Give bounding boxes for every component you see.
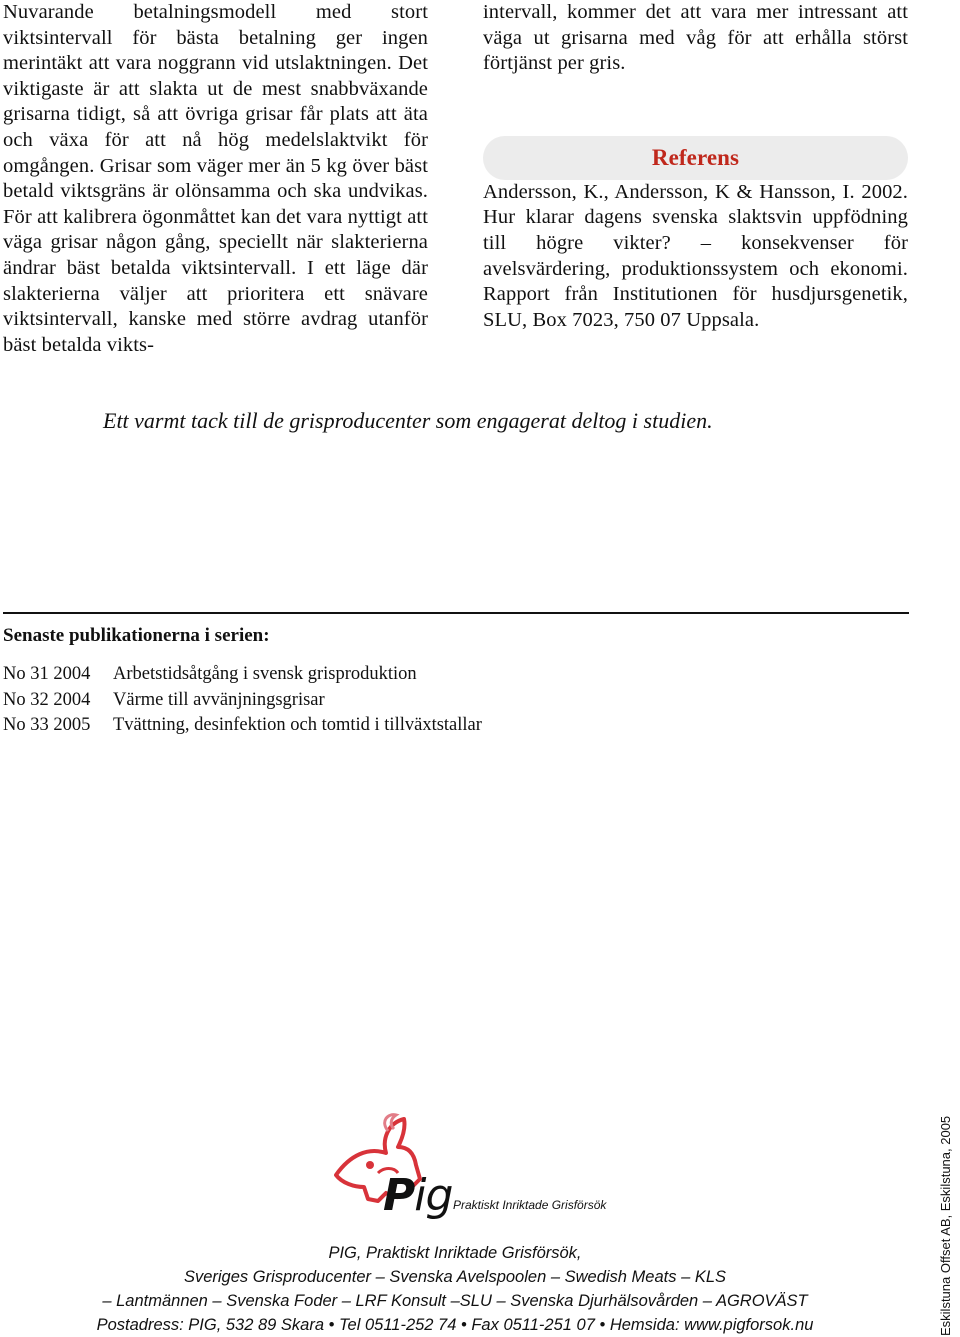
- logo-letters-ig: ig: [414, 1170, 453, 1221]
- list-item: [3, 662, 482, 688]
- publication-number: No 33 2005: [3, 715, 91, 735]
- footer-line-contact: Postadress: PIG, 532 89 Skara • Tel 0511-252 74 • Fax 0511-251 07 • Hemsida: www.pigforsok.nu: [96, 1316, 814, 1334]
- list-item: [3, 688, 482, 714]
- right-body-text: intervall, kommer det att vara mer intressant att väga ut grisarna med våg för att erhålla störst förtjänst per gris.: [483, 1, 908, 75]
- list-item: [3, 713, 482, 739]
- thanks-note: Ett varmt tack till de grisproducenter som engagerat deltog i studien.: [103, 408, 713, 433]
- publication-title: Arbetstidsåtgång i svensk grisproduktion: [113, 664, 417, 684]
- left-column: [3, 0, 428, 358]
- publication-number: No 31 2004: [3, 664, 91, 684]
- footer-line-partners-1: Sveriges Grisproducenter – Svenska Avelspoolen – Swedish Meats – KLS: [183, 1268, 727, 1286]
- right-column: [483, 0, 908, 333]
- publication-title: Värme till avvänjningsgrisar: [113, 689, 325, 710]
- reference-text: Andersson, K., Andersson, K & Hansson, I. 2002. Hur klarar dagens svenska slaktsvin uppfödning till högre vikter? – konsekvenser för avelsvärdering, produktionssystem och ekonomi. Rapport från Institutionen för husdjursgenetik, SLU, Box 7023, 750 07 Uppsala.: [483, 180, 908, 331]
- footer-line-organization: PIG, Praktiskt Inriktade Grisförsök,: [328, 1244, 582, 1262]
- reference-heading: Referens: [483, 136, 908, 180]
- logo-wordmark: [383, 1170, 452, 1221]
- footer-line-partners-2: – Lantmännen – Svenska Foder – LRF Konsult –SLU – Svenska Djurhälsovården – AGROVÄST: [102, 1292, 808, 1310]
- divider: [3, 612, 909, 614]
- publications-list: [3, 662, 482, 739]
- logo-tagline: Praktiskt Inriktade Grisförsök: [453, 1198, 607, 1212]
- printer-credit: Eskilstuna Offset AB, Eskilstuna, 2005: [938, 1115, 953, 1336]
- publication-number: No 32 2004: [3, 689, 91, 710]
- publication-title: Tvättning, desinfektion och tomtid i tillväxtstallar: [113, 715, 482, 735]
- logo-letter-p: P: [383, 1170, 415, 1221]
- left-body-text: Nuvarande betalningsmodell med stort viktsintervall för bästa betalning ger ingen merintäkt att vara noggrann vid utslaktningen. Det viktigaste är att slakta ut de mest snabbväxande grisarna tidigt, så att övriga grisar får plats att äta och växa för att nå hög medelslaktvikt för omgången. Grisar som väger mer än 5 kg över bäst betald viktsgräns är olönsamma och ska undvikas. För att kalibrera ögonmåttet kan det vara nyttigt att väga grisar någon gång, speciellt när slakterierna ändrar bäst betalda viktsintervall. I ett läge där slakterierna väljer att prioritera ett snävare viktsintervall, kanske med större avdrag utanför bäst betalda vikts-: [3, 1, 428, 356]
- footer: [0, 1241, 910, 1337]
- publications-heading: Senaste publikationerna i serien:: [3, 625, 270, 646]
